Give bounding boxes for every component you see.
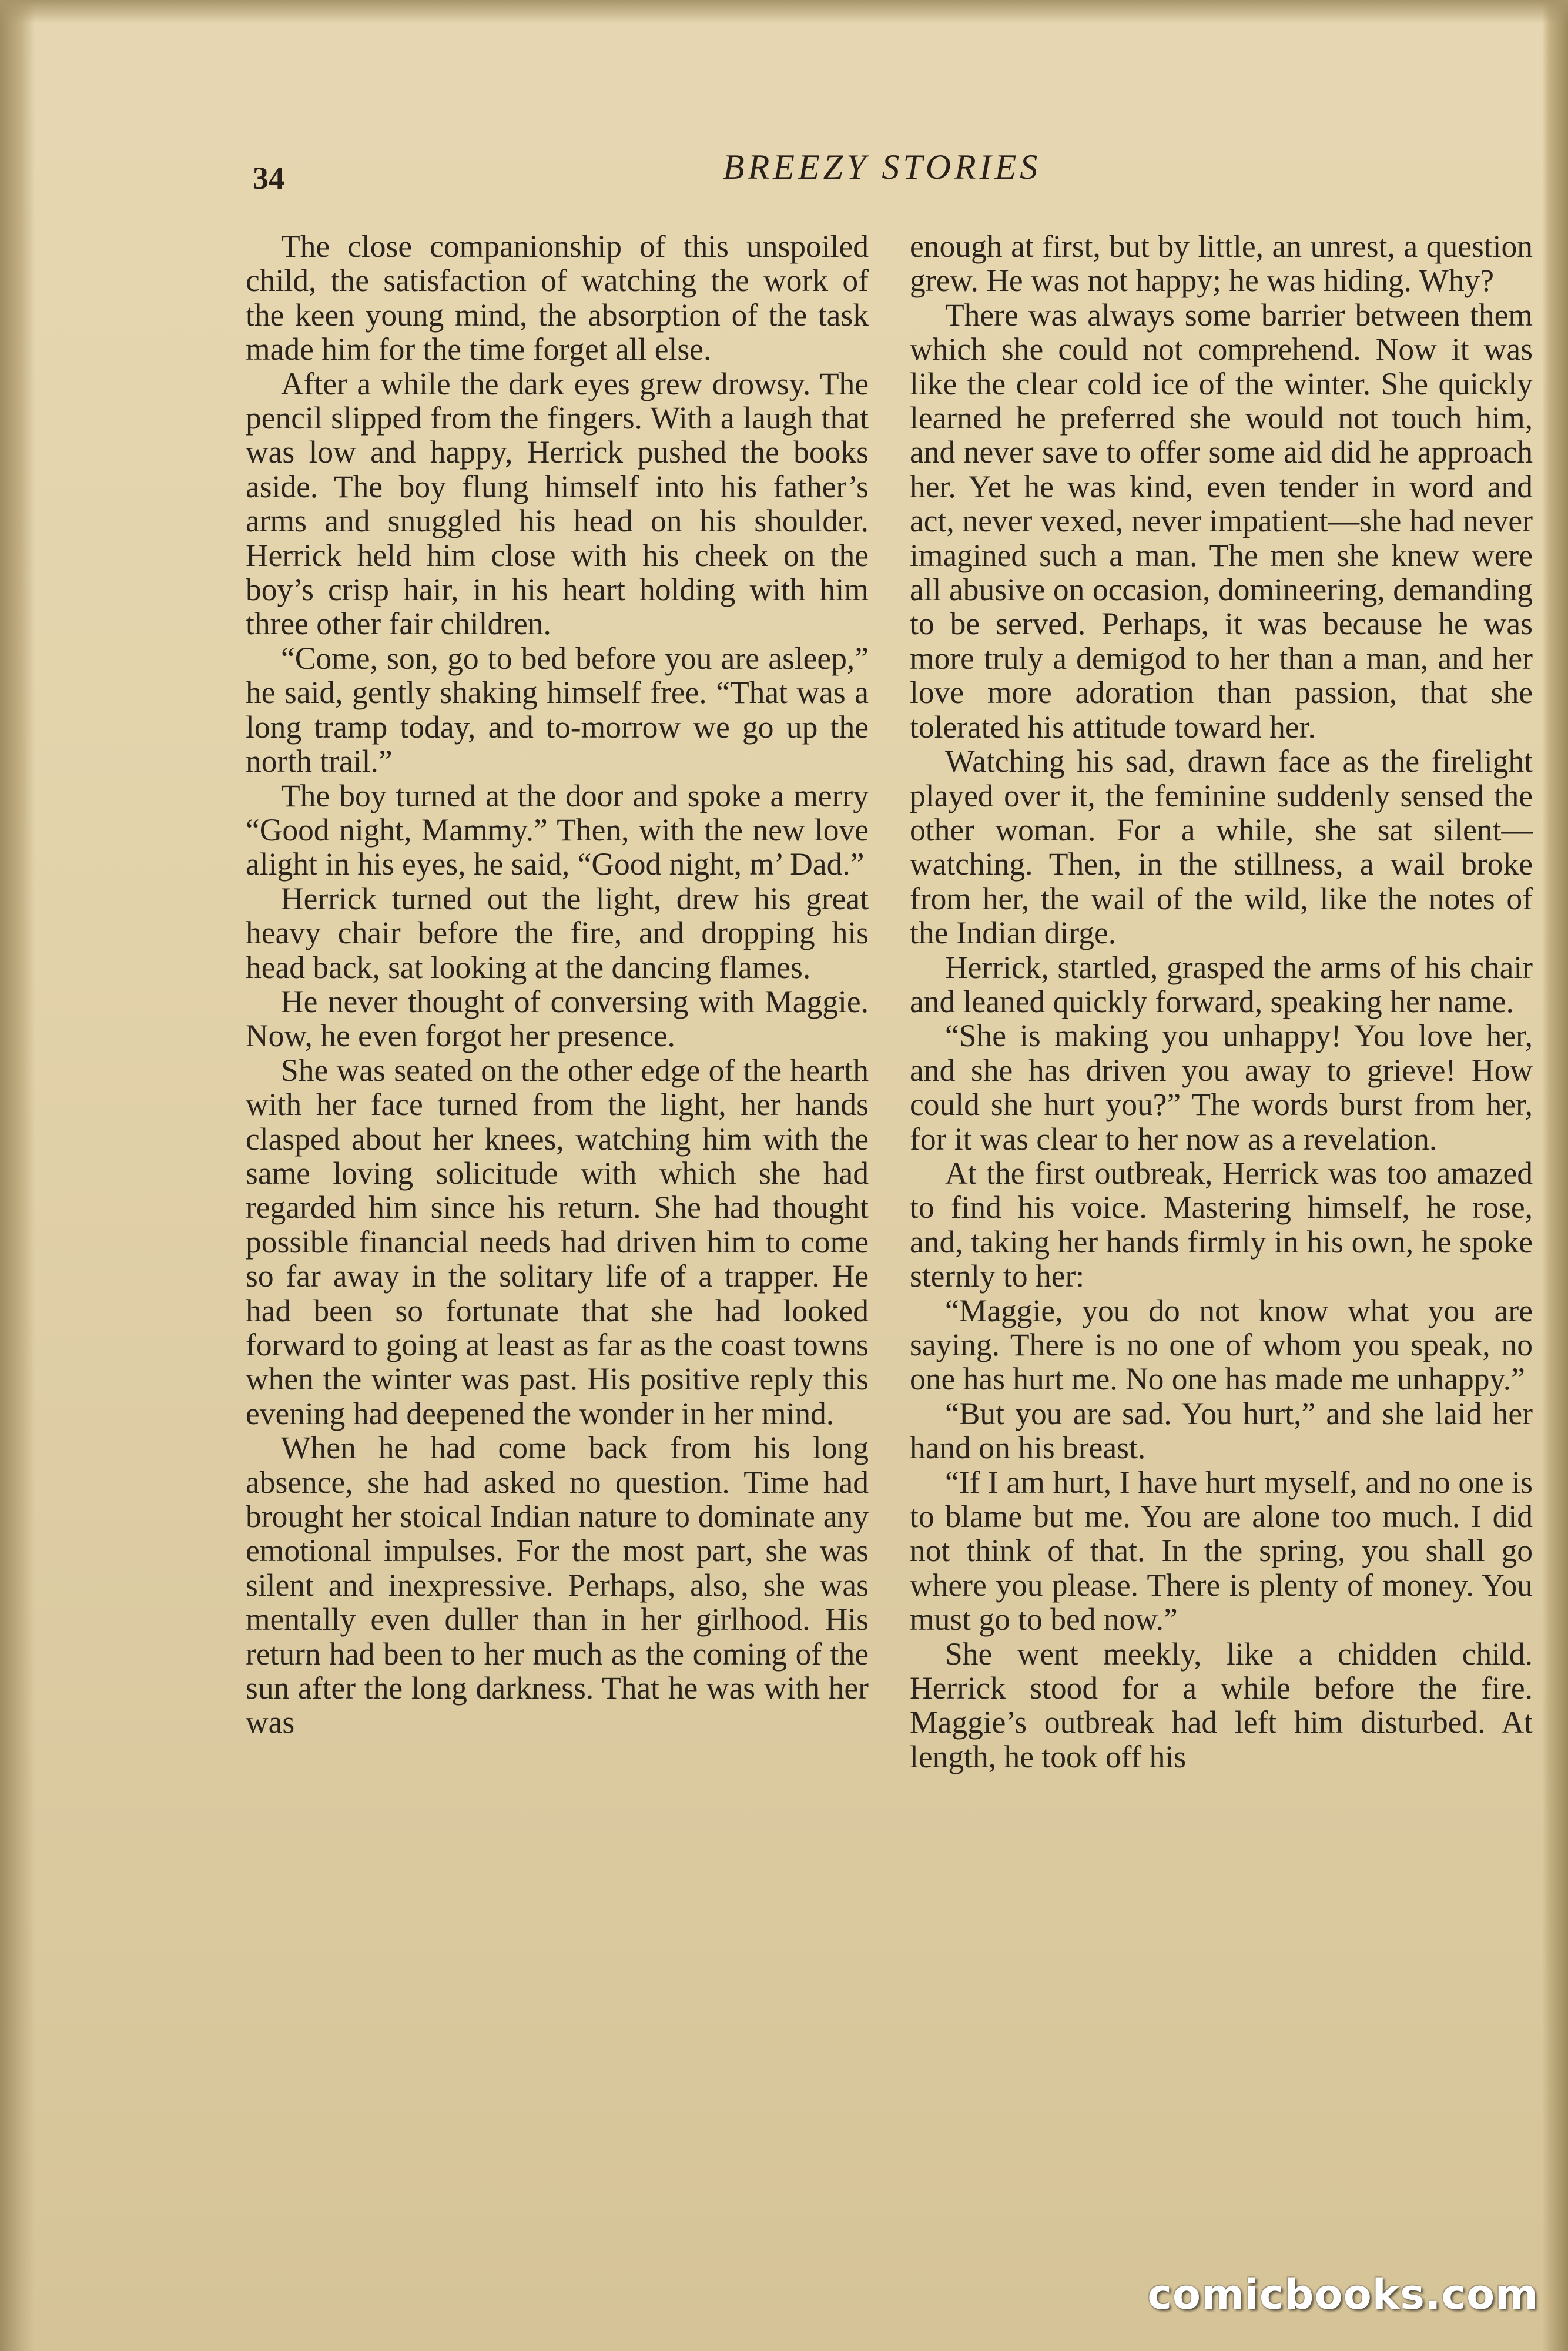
- paragraph: “But you are sad. You hurt,” and she laid her hand on his breast.: [910, 1395, 1533, 1466]
- watermark: comicbooks.com: [1147, 2270, 1539, 2319]
- right-column: [910, 229, 1533, 1774]
- paragraph: There was always some barrier between them which she could not comprehend. Now it was like the clear cold ice of the winter. She quickly learned he preferred she would not touch him, and never save to offer some aid did he approach her. Yet he was kind, even tender in word and act, never vexed, never impatient—she had never imagined such a man. The men she knew were all abusive on occasion, domineering, demanding to be served. Perhaps, it was because he was more truly a demigod to her than a man, and her love more adoration than passion, that she tolerated his attitude toward her.: [910, 297, 1533, 745]
- paragraph: “She is making you unhappy! You love her, and she has driven you away to grieve! How could she hurt you?” The words burst from her, for it was clear to her now as a revelation.: [910, 1018, 1533, 1157]
- running-title: BREEZY STORIES: [723, 148, 1041, 186]
- paragraph: When he had come back from his long absence, she had asked no question. Time had brought her stoical Indian nature to dominate any emotional impulses. For the most part, she was silent and inexpressive. Perhaps, also, she was mentally even duller than in her girlhood. His return had been to her much as the coming of the sun after the long darkness. That he was with her was: [246, 1430, 869, 1740]
- left-column: [246, 229, 869, 1740]
- page-edge-top: [0, 0, 1568, 24]
- paragraph: He never thought of conversing with Maggie. Now, he even forgot her presence.: [246, 983, 869, 1054]
- page-number: 34: [253, 160, 284, 196]
- page-edge-right: [1542, 0, 1568, 2351]
- paragraph: The boy turned at the door and spoke a merry “Good night, Mammy.” Then, with the new love alight in his eyes, he said, “Good night, m’ Dad.”: [246, 778, 869, 882]
- paragraph: At the first outbreak, Herrick was too amazed to find his voice. Mastering himself, he rose, and, taking her hands firmly in his own, he spoke sternly to her:: [910, 1155, 1533, 1294]
- paragraph: “If I am hurt, I have hurt myself, and no one is to blame but me. You are alone too much. I did not think of that. In the spring, you shall go where you please. There is plenty of money. You must go to bed now.”: [910, 1464, 1533, 1637]
- paragraph: Watching his sad, drawn face as the firelight played over it, the feminine suddenly sensed the other woman. For a while, she sat silent—watching. Then, in the stillness, a wail broke from her, the wail of the wild, like the notes of the Indian dirge.: [910, 744, 1533, 951]
- paragraph: The close companionship of this unspoiled child, the satisfaction of watching the work of the keen young mind, the absorption of the task made him for the time forget all else.: [246, 229, 869, 367]
- page-edge-left: [0, 0, 35, 2351]
- paragraph: Herrick turned out the light, drew his great heavy chair before the fire, and dropping his head back, sat looking at the dancing flames.: [246, 880, 869, 985]
- page-header: [253, 147, 1322, 194]
- paragraph: She was seated on the other edge of the hearth with her face turned from the light, her hands clasped about her knees, watching him with the same loving solicitude with which she had regarded him since his return. She had thought possible financial needs had driven him to come so far away in the solitary life of a trapper. He had been so fortunate that she had looked forward to going at least as far as the coast towns when the winter was past. His positive reply this evening had deepened the wonder in her mind.: [246, 1052, 869, 1431]
- paragraph: Herrick, startled, grasped the arms of his chair and leaned quickly forward, speaking her name.: [910, 949, 1533, 1019]
- paragraph: “Come, son, go to bed before you are asleep,” he said, gently shaking himself free. “That was a long tramp today, and to-morrow we go up the north trail.”: [246, 640, 869, 779]
- paragraph: After a while the dark eyes grew drowsy. The pencil slipped from the fingers. With a laugh that was low and happy, Herrick pushed the books aside. The boy flung himself into his father’s arms and snuggled his head on his shoulder. Herrick held him close with his cheek on the boy’s crisp hair, in his heart holding with him three other fair children.: [246, 366, 869, 642]
- paragraph: “Maggie, you do not know what you are saying. There is no one of whom you speak, no one has hurt me. No one has made me unhappy.”: [910, 1292, 1533, 1397]
- continuation-paragraph: enough at first, but by little, an unrest, a question grew. He was not happy; he was hiding. Why?: [910, 229, 1533, 299]
- paragraph: She went meekly, like a chidden child. Herrick stood for a while before the fire. Maggie’s outbreak had left him disturbed. At length, he took off his: [910, 1636, 1533, 1774]
